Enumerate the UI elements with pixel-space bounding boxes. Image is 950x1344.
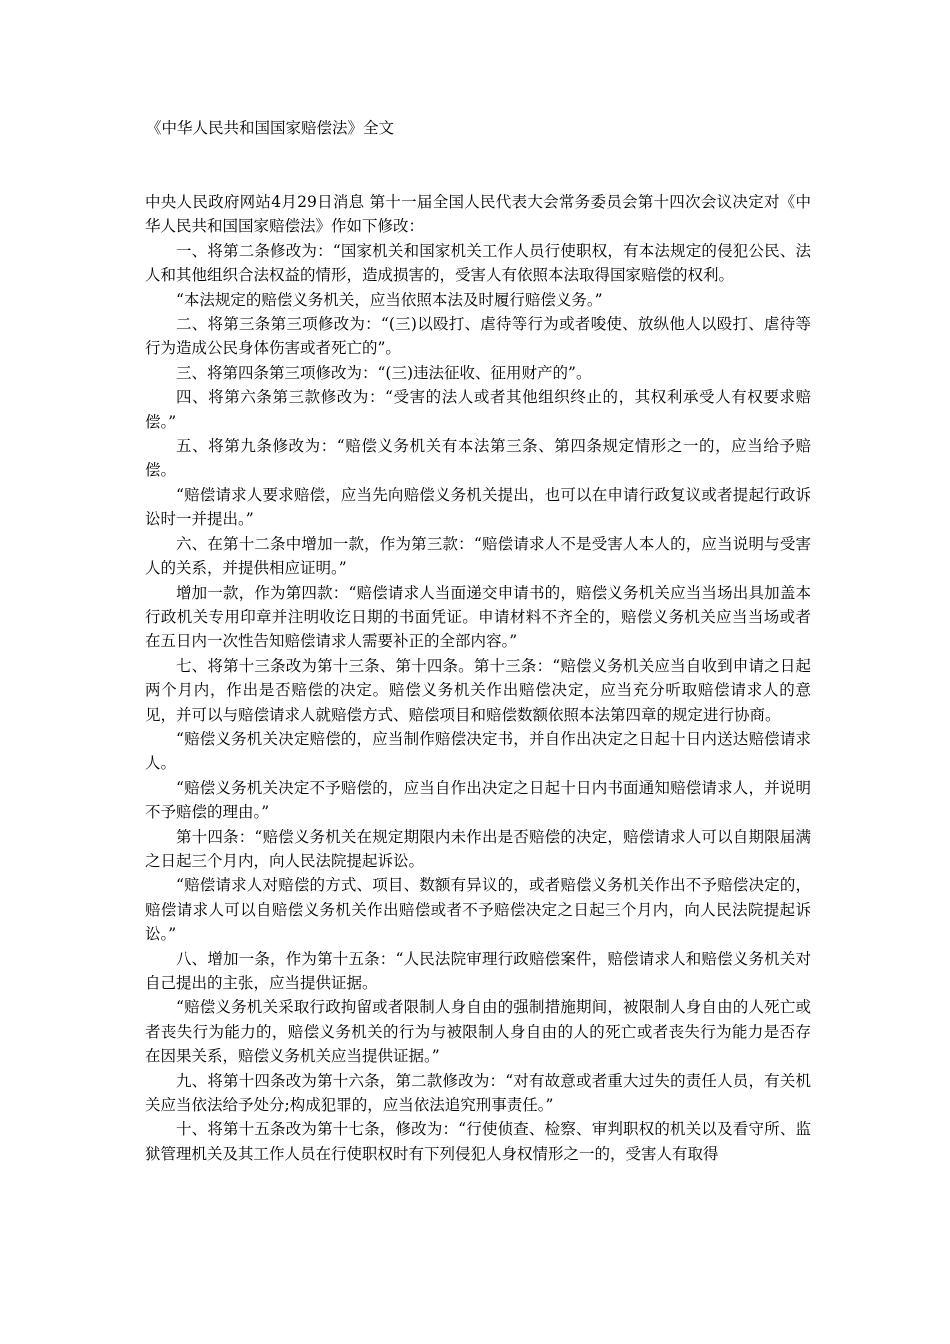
paragraph: 八、增加一条，作为第十五条：“人民法院审理行政赔偿案件，赔偿请求人和赔偿义务机关对自己提出的主张，应当提供证据。 bbox=[145, 949, 811, 992]
paragraph: “赔偿请求人要求赔偿，应当先向赔偿义务机关提出，也可以在申请行政复议或者提起行政诉讼时一并提出。” bbox=[145, 485, 811, 529]
paragraph: 一、将第二条修改为：“国家机关和国家机关工作人员行使职权，有本法规定的侵犯公民、法人和其他组织合法权益的情形，造成损害的，受害人有依照本法取得国家赔偿的权利。 bbox=[145, 241, 811, 285]
paragraph: 三、将第四条第三项修改为：“(三)违法征收、征用财产的”。 bbox=[176, 363, 592, 382]
paragraph: 第十四条：“赔偿义务机关在规定期限内未作出是否赔偿的决定，赔偿请求人可以自期限届满之日起三个月内，向人民法院提起诉讼。 bbox=[145, 827, 811, 870]
paragraph: 五、将第九条修改为：“赔偿义务机关有本法第三条、第四条规定情形之一的，应当给予赔偿。 bbox=[145, 437, 811, 480]
paragraph: 九、将第十四条改为第十六条，第二款修改为：“对有故意或者重大过失的责任人员，有关机关应当依法给予处分;构成犯罪的，应当依法追究刑事责任。” bbox=[145, 1071, 811, 1115]
paragraph: “赔偿义务机关决定不予赔偿的，应当自作出决定之日起十日内书面通知赔偿请求人，并说明不予赔偿的理由。” bbox=[145, 778, 811, 822]
paragraph: 十、将第十五条改为第十七条，修改为：“行使侦查、检察、审判职权的机关以及看守所、监狱管理机关及其工作人员在行使职权时有下列侵犯人身权情形之一的，受害人有取得 bbox=[145, 1120, 811, 1163]
paragraph: 二、将第三条第三项修改为：“(三)以殴打、虐待等行为或者唆使、放纵他人以殴打、虐待等行为造成公民身体伤害或者死亡的”。 bbox=[145, 315, 811, 358]
paragraph: “赔偿义务机关采取行政拘留或者限制人身自由的强制措施期间，被限制人身自由的人死亡或者丧失行为能力的，赔偿义务机关的行为与被限制人身自由的人的死亡或者丧失行为能力是否存在因果关系，赔偿义务机关应当提供证据。” bbox=[145, 998, 811, 1066]
paragraph: “赔偿义务机关决定赔偿的，应当制作赔偿决定书，并自作出决定之日起十日内送达赔偿请求人。 bbox=[145, 729, 811, 773]
document-body bbox=[145, 190, 811, 1166]
paragraph: “本法规定的赔偿义务机关，应当依照本法及时履行赔偿义务。” bbox=[176, 290, 603, 309]
paragraph: 增加一款，作为第四款：“赔偿请求人当面递交申请书的，赔偿义务机关应当当场出具加盖本行政机关专用印章并注明收讫日期的书面凭证。申请材料不齐全的，赔偿义务机关应当当场或者在五日内一次性告知赔偿请求人需要补正的全部内容。” bbox=[145, 583, 811, 651]
paragraph: 中央人民政府网站4月29日消息 第十一届全国人民代表大会常务委员会第十四次会议决定对《中华人民共和国国家赔偿法》作如下修改： bbox=[145, 193, 811, 236]
paragraph: 七、将第十三条改为第十三条、第十四条。第十三条：“赔偿义务机关应当自收到申请之日起两个月内，作出是否赔偿的决定。赔偿义务机关作出赔偿决定，应当充分听取赔偿请求人的意见，并可以与赔偿请求人就赔偿方式、赔偿项目和赔偿数额依照本法第四章的规定进行协商。 bbox=[145, 656, 811, 724]
paragraph: 四、将第六条第三款修改为：“受害的法人或者其他组织终止的，其权利承受人有权要求赔偿。” bbox=[145, 388, 811, 431]
paragraph: “赔偿请求人对赔偿的方式、项目、数额有异议的，或者赔偿义务机关作出不予赔偿决定的，赔偿请求人可以自赔偿义务机关作出赔偿或者不予赔偿决定之日起三个月内，向人民法院提起诉讼。” bbox=[145, 876, 811, 944]
paragraph: 六、在第十二条中增加一款，作为第三款：“赔偿请求人不是受害人本人的，应当说明与受害人的关系，并提供相应证明。” bbox=[145, 534, 811, 578]
document-title: 《中华人民共和国国家赔偿法》全文 bbox=[146, 119, 395, 137]
